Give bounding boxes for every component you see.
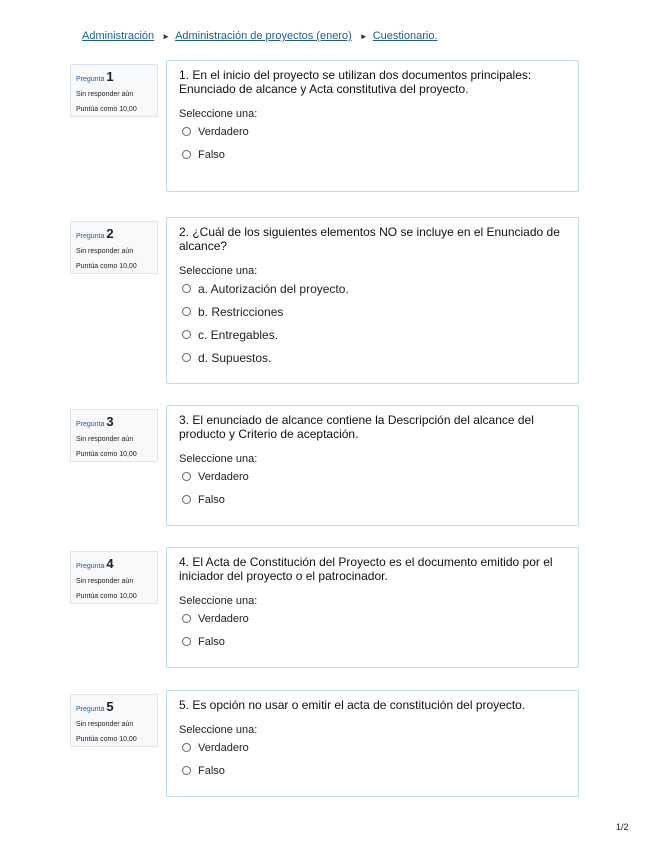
radio-button[interactable] [182,330,191,339]
question-content [166,60,579,192]
question-text: 3. El enunciado de alcance contiene la Descripción del alcance del producto y Criterio de aceptación. [179,413,534,441]
page-number: 1/2 [616,822,629,832]
answer-prompt: Seleccione una: [179,595,258,607]
question-status: Sin responder aún [76,91,134,98]
question-info [70,551,158,604]
radio-button[interactable] [182,150,191,159]
question-number: Pregunta 1 [76,69,114,84]
question-info [70,409,158,462]
question-content [166,547,579,668]
question-status: Sin responder aún [76,578,134,585]
answer-option[interactable]: d. Supuestos. [179,346,566,369]
question-text: 4. El Acta de Constitución del Proyecto es el documento emitido por el iniciador del proyecto o el patrocinador. [179,555,553,583]
radio-button[interactable] [182,353,191,362]
answer-prompt: Seleccione una: [179,265,258,277]
question-status: Sin responder aún [76,721,134,728]
answer-prompt: Seleccione una: [179,108,258,120]
answer-prompt: Seleccione una: [179,453,258,465]
radio-button[interactable] [182,495,191,504]
answer-option[interactable]: Falso [179,488,566,511]
radio-button[interactable] [182,637,191,646]
question-points: Puntúa como 10,00 [76,736,137,743]
answer-option[interactable]: b. Restricciones [179,300,566,323]
answer-option[interactable]: c. Entregables. [179,323,566,346]
radio-button[interactable] [182,284,191,293]
breadcrumb [82,30,491,42]
question-number: Pregunta 4 [76,556,114,571]
answer-option[interactable]: a. Autorización del proyecto. [179,277,566,300]
question-content [166,217,579,384]
question-info [70,221,158,274]
question-number: Pregunta 3 [76,414,114,429]
question-content [166,405,579,526]
question-points: Puntúa como 10,00 [76,106,137,113]
answer-option[interactable]: Verdadero [179,607,566,630]
question-points: Puntúa como 10,00 [76,451,137,458]
question-info [70,694,158,747]
answer-option[interactable]: Falso [179,630,566,653]
question-number: Pregunta 2 [76,226,114,241]
radio-button[interactable] [182,472,191,481]
question-text: 1. En el inicio del proyecto se utilizan dos documentos principales: Enunciado de alcance y Acta constitutiva del proyecto. [179,68,532,96]
radio-button[interactable] [182,307,191,316]
breadcrumb-link-administracion[interactable]: Administración [82,30,155,42]
answer-option[interactable]: Falso [179,143,566,166]
answer-option[interactable]: Verdadero [179,465,566,488]
question-status: Sin responder aún [76,248,134,255]
answer-prompt: Seleccione una: [179,724,258,736]
question-points: Puntúa como 10,00 [76,263,137,270]
question-status: Sin responder aún [76,436,134,443]
radio-button[interactable] [182,743,191,752]
breadcrumb-separator-icon: ► [162,31,171,41]
answer-option[interactable]: Verdadero [179,120,566,143]
breadcrumb-link-course[interactable]: Administración de proyectos (enero) [175,30,352,42]
question-number: Pregunta 5 [76,699,114,714]
breadcrumb-link-quiz[interactable]: Cuestionario. [372,30,438,42]
breadcrumb-separator-icon: ► [359,31,368,41]
question-text: 5. Es opción no usar o emitir el acta de constitución del proyecto. [179,698,526,712]
radio-button[interactable] [182,614,191,623]
question-content [166,690,579,797]
question-info [70,64,158,117]
answer-option[interactable]: Verdadero [179,736,566,759]
radio-button[interactable] [182,127,191,136]
question-text: 2. ¿Cuál de los siguientes elementos NO se incluye en el Enunciado de alcance? [179,225,560,253]
radio-button[interactable] [182,766,191,775]
answer-option[interactable]: Falso [179,759,566,782]
question-points: Puntúa como 10,00 [76,593,137,600]
